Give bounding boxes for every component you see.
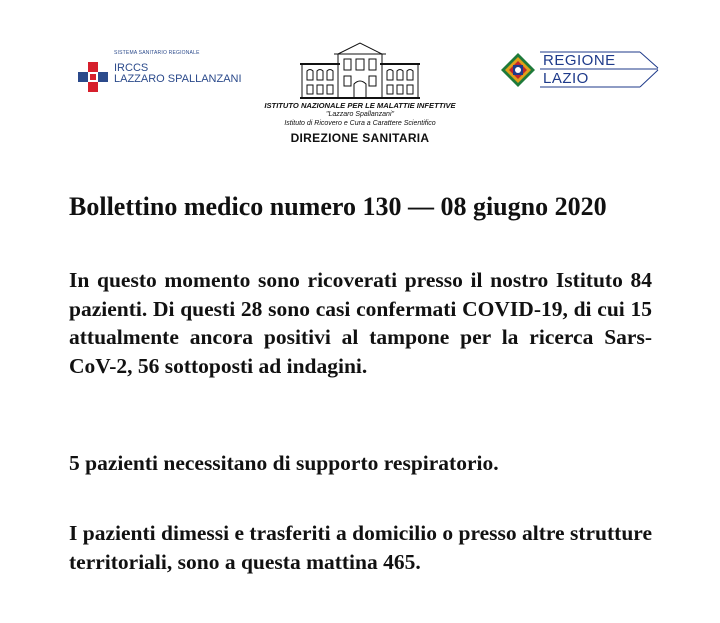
department-title: DIREZIONE SANITARIA [290, 131, 430, 145]
region-name-line2: LAZIO [543, 70, 589, 87]
logo-irccs-text: IRCCS [114, 62, 149, 74]
bulletin-paragraph-discharged: I pazienti dimessi e trasferiti a domicilio o presso altre strutture territoriali, sono a questa mattina 465. [69, 521, 652, 574]
bulletin-title: Bollettino medico numero 130 — 08 giugno 2020 [69, 192, 607, 221]
letterhead [0, 0, 720, 165]
regione-lazio-logo [500, 50, 660, 92]
institute-name: ISTITUTO NAZIONALE PER LE MALATTIE INFETTIVE [264, 101, 456, 110]
region-name-line1: REGIONE [543, 52, 616, 69]
lazio-emblem-icon [500, 52, 536, 88]
bulletin-paragraph-patients: In questo momento sono ricoverati presso il nostro Istituto 84 pazienti. Di questi 28 sono casi confermati COVID-19, di cui 15 attualmente ancora positivi al tampone per la ricerca Sars-CoV-2, 56 sottoposti ad indagini. [69, 268, 652, 378]
logo-system-text: SISTEMA SANITARIO REGIONALE [114, 50, 200, 56]
spallanzani-logo [78, 50, 248, 92]
institute-header [250, 40, 470, 145]
logo-name-text: LAZZARO SPALLANZANI [114, 73, 242, 85]
bulletin-paragraph-respiratory: 5 pazienti necessitano di supporto respiratorio. [69, 451, 499, 475]
institute-type: Istituto di Ricovero e Cura a Carattere Scientifico [284, 120, 436, 127]
institute-alias: "Lazzaro Spallanzani" [325, 111, 394, 118]
medical-cross-icon [78, 62, 108, 92]
institute-building-icon [298, 40, 422, 100]
